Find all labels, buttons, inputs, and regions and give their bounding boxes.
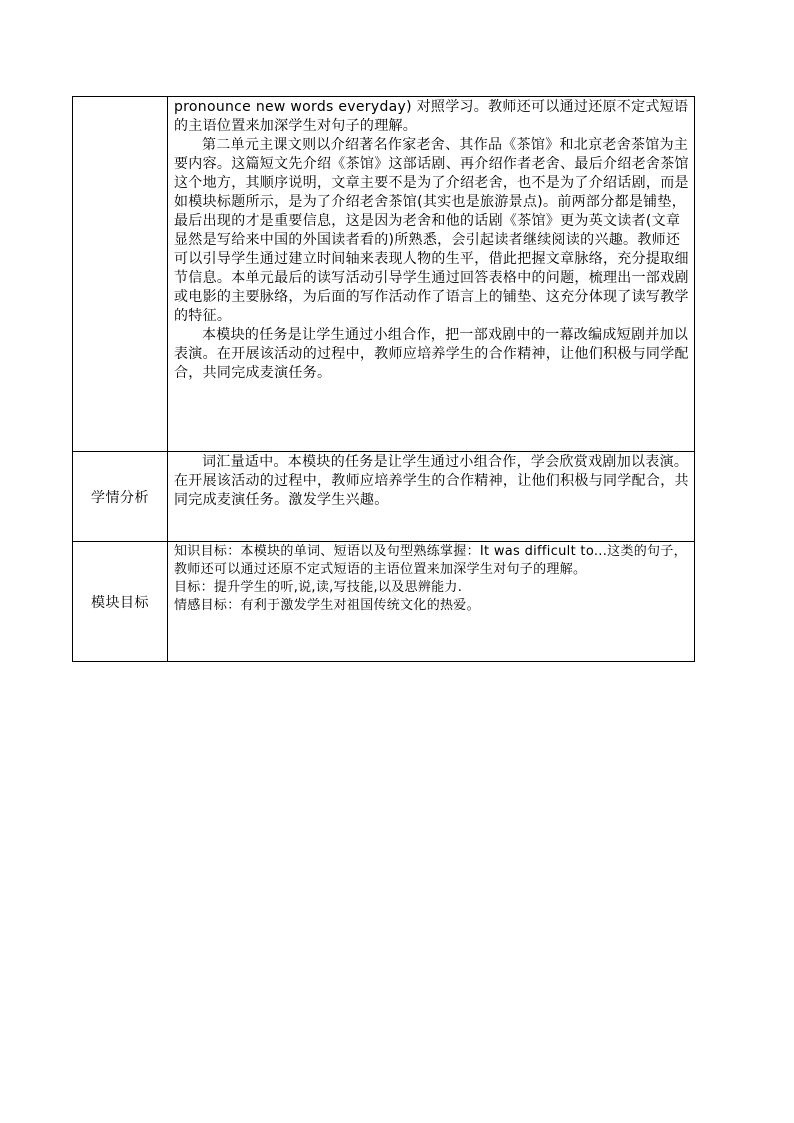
content-paragraph: 词汇量适中。本模块的任务是让学生通过小组合作，学会欣赏戏剧加以表演。在开展该活动的过程中，教师应培养学生的合作精神，让他们积极与同学配合，共同完成麦演任务。激发学生兴趣。 bbox=[174, 454, 689, 508]
lesson-plan-table bbox=[72, 96, 695, 662]
row-label-module-objectives: 模块目标 bbox=[73, 542, 168, 662]
content-paragraph: 本模块的任务是让学生通过小组合作，把一部戏剧中的一幕改编成短剧并加以表演。在开展该活动的过程中，教师应培养学生的合作精神，让他们积极与同学配合，共同完成麦演任务。 bbox=[174, 327, 689, 381]
row-content bbox=[168, 97, 695, 452]
content-paragraph: 目标：提升学生的听,说,读,写技能,以及思辨能力. bbox=[174, 580, 463, 595]
content-paragraph: 第二单元主课文则以介绍著名作家老舍、其作品《茶馆》和北京老舍茶馆为主要内容。这篇短文先介绍《茶馆》这部话剧、再介绍作者老舍、最后介绍老舍茶馆这个地方，其顺序说明，文章主要不是为了介绍老舍，也不是为了介绍话剧，而是如模块标题所示，是为了介绍老舍茶馆(其实也是旅游景点)。前两部分都是铺垫，最后出现的才是重要信息，这是因为老舍和他的话剧《茶馆》更为英文读者(文章显然是写给来中国的外国读者看的)所熟悉，会引起读者继续阅读的兴趣。教师还可以引导学生通过建立时间轴来表现人物的生平，借此把握文章脉络，充分提取细节信息。本单元最后的读写活动引导学生通过回答表格中的问题，梳理出一部戏剧或电影的主要脉络，为后面的写作活动作了语言上的铺垫、这充分体现了读写教学的特征。 bbox=[174, 137, 689, 324]
row-content bbox=[168, 542, 695, 662]
table-row-module-objectives bbox=[73, 542, 695, 662]
content-paragraph: 知识目标：本模块的单词、短语以及句型熟练掌握：It was difficult to...这类的句子， 教师还可以通过还原不定式短语的主语位置来加深学生对句子的理解。 bbox=[174, 544, 687, 577]
content-paragraph: 情感目标：有利于激发学生对祖国传统文化的热爱。 bbox=[174, 598, 480, 613]
table-row-textbook-analysis bbox=[73, 97, 695, 452]
row-label-student-analysis: 学情分析 bbox=[73, 452, 168, 542]
content-paragraph: pronounce new words everyday) 对照学习。教师还可以通过还原不定式短语的主语位置来加深学生对句子的理解。 bbox=[174, 99, 689, 134]
table-row-student-analysis bbox=[73, 452, 695, 542]
row-content bbox=[168, 452, 695, 542]
row-label bbox=[73, 97, 168, 452]
